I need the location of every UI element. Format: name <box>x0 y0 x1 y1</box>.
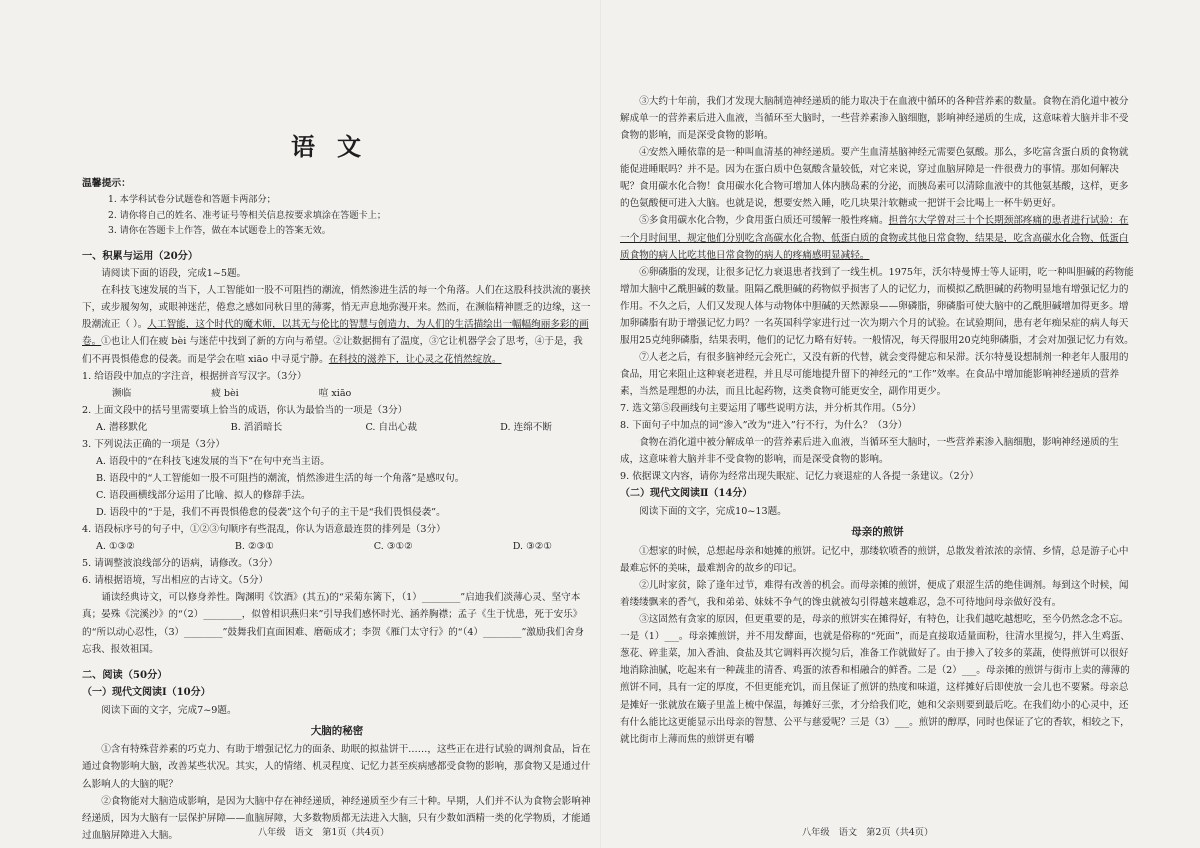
option: A. ①③② <box>96 541 135 553</box>
article-paragraph: ④安然入睡依靠的是一种叫血清基的神经递质。要产生血清基脑神经元需要色氨酸。那么，多吃富含蛋白质的食物就能促进睡眠吗？并不是。因为在蛋白质中色氨酸含量较低，对它来说，穿过血脑屏障是一件很费力的事情。那如何解决呢？食用碳水化合物！食用碳水化合物可增加人体内胰岛素的分泌，而胰岛素可以清除血液中的其他氨基酸，这样，更多的色氨酸便可进入大脑。也就是说，想要安然入睡，吃几块果汁软糖或一把饼干会比喝上一杯牛奶更好。 <box>620 147 1129 210</box>
question-2: 2. 上面文段中的括号里需要填上恰当的成语，你认为最恰当的一项是（3分） <box>82 404 408 416</box>
question-9: 9. 依据课文内容，请你为经常出现失眠症、记忆力衰退症的人各提一条建议。（2分） <box>620 471 979 483</box>
pinyin-items <box>82 385 592 402</box>
underlined-sentence: 人工智能，这个时代的魔术师，以其无与伦比的智慧与创造力，为人们的生活描绘出一幅幅绚丽多彩的画卷。 <box>82 319 589 348</box>
hints-heading: 温馨提示： <box>82 177 131 189</box>
option: B. 语段中的“人工智能如一股不可阻挡的潮流，悄然渗进生活的每一个角落”是感叹句。 <box>96 472 465 484</box>
section-heading: 二、阅读（50分） <box>82 668 168 681</box>
passage-paragraph: 在科技飞速发展的当下，人工智能如一股不可阻挡的潮流，悄然渗进生活的每一个角落。人们在这股科技洪流的裹挟下，或步履匆匆，或眼神迷茫，倦怠之感如同秋日里的薄雾，悄无声息地弥漫开来。然而，在濒临精神匮乏的边缘，这一股潮流正（ ）。人工智能，这个时代的魔术师，以其无与伦比的智慧与创造力，为人们的生活描绘出一幅幅绚丽多彩的画卷。①也让人们在疲 bèi 与迷茫中找到了新的方向与希望。②让数据拥有了温度，③它让机器学会了思考，④于是，我们不再畏惧倦怠的侵袭。而是学会在喧 xiāo 中寻觅宁静。在科技的滋养下，让心灵之花悄然绽放。 <box>82 285 591 365</box>
subsection-heading: （一）现代文阅读Ⅰ（10分） <box>82 686 211 698</box>
article-paragraph: ⑦人老之后，有很多脑神经元会死亡，又没有新的代替，就会变得健忘和呆滞。沃尔特曼设想制剂一种老年人服用的食品，用它来阻止这种衰老进程，并且尽可能地提升留下的神经元的“工作”效率。在食品中增加能影响神经递质的营养素，当然是理想的办法，而且比起药物，这类食物可能更安全，副作用更少。 <box>620 351 1129 398</box>
option: C. ③①② <box>373 541 413 553</box>
option: C. 自出心裁 <box>365 421 417 433</box>
question-4: 4. 语段标序号的句子中，①②③句顺序有些混乱，你认为语意最连贯的排列是（3分） <box>82 524 446 536</box>
pinyin-item: 濒临 <box>112 387 132 399</box>
option: D. 连绵不断 <box>500 421 552 433</box>
subsection-intro: 阅读下面的文字，完成7~9题。 <box>101 704 237 716</box>
option: A. 潜移默化 <box>96 421 148 433</box>
option: B. 滔滔暗长 <box>230 421 283 433</box>
article-paragraph: ⑤多食用碳水化合物，少食用蛋白质还可缓解一般性疼痛。担普尔大学曾对三十个长期颈部疼痛的患者进行试验：在一个月时间里，规定他们分别吃含高碳水化合物、低蛋白质的食物或其他日常食物，结果是，吃含高碳水化合物、低蛋白质食物的病人比吃其他日常食物的病人的疼痛感明显减轻。 <box>620 215 1129 261</box>
option: B. ②③① <box>234 541 274 553</box>
hint-item: 1. 本学科试卷分试题卷和答题卡两部分； <box>108 194 276 206</box>
question-8: 8. 下面句子中加点的词“渗入”改为“进入”行不行，为什么？（3分） <box>620 420 908 432</box>
subsection-heading: （二）现代文阅读Ⅱ（14分） <box>620 488 753 500</box>
pinyin-item: 疲 bèi <box>211 387 239 399</box>
article-paragraph: ①含有特殊营养素的巧克力、有助于增强记忆力的面条、助眠的拟盐饼干……，这些正在进行试验的调剂食品，旨在通过食物影响大脑，改善某些状况。其实，人的情绪、机灵程度、记忆力甚至疾病感都受食物的影响，那食物又是通过什么影响人的大脑的呢？ <box>82 744 591 790</box>
hint-item: 2. 请你将自己的姓名、准考证号等相关信息按要求填涂在答题卡上； <box>108 209 387 221</box>
question-8-text: 食物在消化道中被分解成单一的营养素后进入血液，当循环至大脑时，一些营养素渗入脑细胞，影响神经递质的生成，这意味着大脑并非不受食物的影响，而是深受食物的影响。 <box>620 437 1119 466</box>
wavy-sentence: 在科技的滋养下，让心灵之花悄然绽放。 <box>328 353 502 365</box>
article-paragraph: ②儿时家贫，除了逢年过节，难得有改善的机会。而母亲摊的煎饼，便成了艰涩生活的绝佳调剂。每到这个时候，闻着缕缕飘来的香气，我和弟弟、妹妹不争气的馋虫就被勾引得越来越难忍，急不可待地问母亲做好没有。 <box>620 580 1129 609</box>
question-5: 5. 请调整波浪线部分的语病，请修改。（3分） <box>82 558 278 570</box>
question-2-options <box>82 419 592 436</box>
question-6-text: 诵读经典诗文，可以修身养性。陶渊明《饮酒》(其五)的“采菊东篱下，（1）________”启迪我们淡薄心灵、坚守本真；晏殊《浣溪沙》的“（2）________，似曾相识燕归来”引导我们感怀时光、涵养胸襟；孟子《生于忧患，死于安乐》的“所以动心忍性，（3）________”鼓舞我们直面困难、磨砺成才；李贺《雁门太守行》的“（4）________”激励我们舍身忘我、报效祖国。 <box>82 592 584 655</box>
option: D. 语段中的“于是，我们不再畏惧倦怠的侵袭”这个句子的主干是“我们畏惧侵袭”。 <box>96 507 446 519</box>
article-paragraph: ①想家的时候，总想起母亲和她摊的煎饼。记忆中，那缕软喷香的煎饼，总散发着浓浓的亲情、乡情，总是游子心中最难忘怀的美味，最难割舍的故乡的印记。 <box>620 545 1129 575</box>
underlined-sentence: 担普尔大学曾对三十个长期颈部疼痛的患者进行试验：在一个月时间里，规定他们分别吃含高碳水化合物、低蛋白质的食物或其他日常食物，结果是，吃含高碳水化合物、低蛋白质食物的病人比吃其他日常食物的病人的疼痛感明显减轻。 <box>620 215 1129 261</box>
article-paragraph: ⑥卵磷脂的发现，让很多记忆力衰退患者找到了一线生机。1975年，沃尔特曼博士等人证明，吃一种叫胆碱的药物能增加大脑中乙酰胆碱的数量。阻隔乙酰胆碱的药物似乎损害了人的记忆力，而模拟乙酰胆碱的药物明显地有增强记忆力的作用。不久之后，人们又发现人体与动物体中胆碱的天然源泉——卵磷脂，卵磷脂可使大脑中的乙酰胆碱增加得更多。增加卵磷脂有助于增强记忆力吗？一名英国科学家进行过一次为期六个月的试验。在试验期间，患有老年痴呆症的病人每天服用25克纯卵磷脂，结果表明，他们的记忆力略有好转。一般情况，每天得服用20克纯卵磷脂，才会对加强记忆力有效。 <box>620 266 1134 346</box>
article-title: 母亲的煎饼 <box>851 526 904 539</box>
page-fold <box>600 0 601 848</box>
question-4-options <box>82 538 592 555</box>
page-footer: 八年级 语文 第1页（共4页） <box>258 827 390 838</box>
question-7: 7. 选文第⑤段画线句主要运用了哪些说明方法，并分析其作用。（5分） <box>620 403 922 415</box>
article-paragraph: ③这固然有贪家的原因，但更重要的是，母亲的煎饼实在摊得好，有特色，让我们越吃越想吃，至今仍然念念不忘。一是（1）___。母亲摊煎饼，并不用发酵面，也就是俗称的“死面”，而是直接取适量面粉，往清水里搅匀，拌入生鸡蛋、葱花、碎韭菜，加入香油、食盐及其它调料再次搅匀后，准备工作就做好了。由于掺入了较多的菜蔬，使得煎饼可以很好地消除油腻，吃起来有一种蔬韭的清香、鸡蛋的浓香和相融合的鲜香。二是（2）___。母亲摊的煎饼与街市上卖的薄薄的煎饼不同，具有一定的厚度，不但更能充饥，而且保证了煎饼的热度和味道，这样摊好后即使放一会儿也不要紧。母亲总是摊好一张就放在簸子里盖上梳中保温，每摊好三张，才分给我们吃，她和父亲则要到最后吃。在我们幼小的心灵中，还有什么能比这更能显示出母亲的智慧、公平与慈爱呢？三是（3）___。煎饼的醇厚，同时也保证了它的香软，相较之下，就比街市上薄而焦的煎饼更有嚼 <box>620 614 1130 745</box>
option: A. 语段中的“在科技飞速发展的当下”在句中充当主语。 <box>96 455 330 467</box>
article-paragraph: ③大约十年前，我们才发现大脑制造神经递质的能力取决于在血液中循环的各种营养素的数量。食物在消化道中被分解成单一的营养素后进入血液，当循环至大脑时，一些营养素渗入脑细胞，影响神经递质的生成，这意味着大脑并非不受食物的影响，而是深受食物的影响。 <box>620 96 1129 142</box>
page-footer: 八年级 语文 第2页（共4页） <box>802 827 934 838</box>
question-1: 1. 给语段中加点的字注音，根据拼音写汉字。（3分） <box>82 370 307 382</box>
section-intro: 请阅读下面的语段，完成1~5题。 <box>101 268 247 280</box>
question-6: 6. 请根据语境，写出相应的古诗文。（5分） <box>82 575 269 587</box>
article-title: 大脑的秘密 <box>310 724 364 737</box>
option: D. ③②① <box>512 541 552 553</box>
option: C. 语段画横线部分运用了比喻、拟人的修辞手法。 <box>96 490 311 502</box>
subsection-intro: 阅读下面的文字，完成10~13题。 <box>639 506 787 518</box>
hint-item: 3. 请你在答题卡上作答，做在本试题卷上的答案无效。 <box>108 225 331 237</box>
pinyin-item: 喧 xiāo <box>318 387 352 399</box>
page-title: 语文 <box>291 132 383 161</box>
article-paragraph: ②食物能对大脑造成影响，是因为大脑中存在神经递质，神经递质至少有三十种。早期，人们并不认为食物会影响神经递质，因为大脑有一层保护屏障——血脑屏障，大多数物质都无法进入大脑，只有少数如酒精一类的化学物质，才能通过血脑屏障进入大脑。 <box>82 795 591 841</box>
page-two <box>620 93 1135 833</box>
question-3: 3. 下列说法正确的一项是（3分） <box>82 438 226 450</box>
section-heading: 一、积累与运用（20分） <box>82 250 199 263</box>
